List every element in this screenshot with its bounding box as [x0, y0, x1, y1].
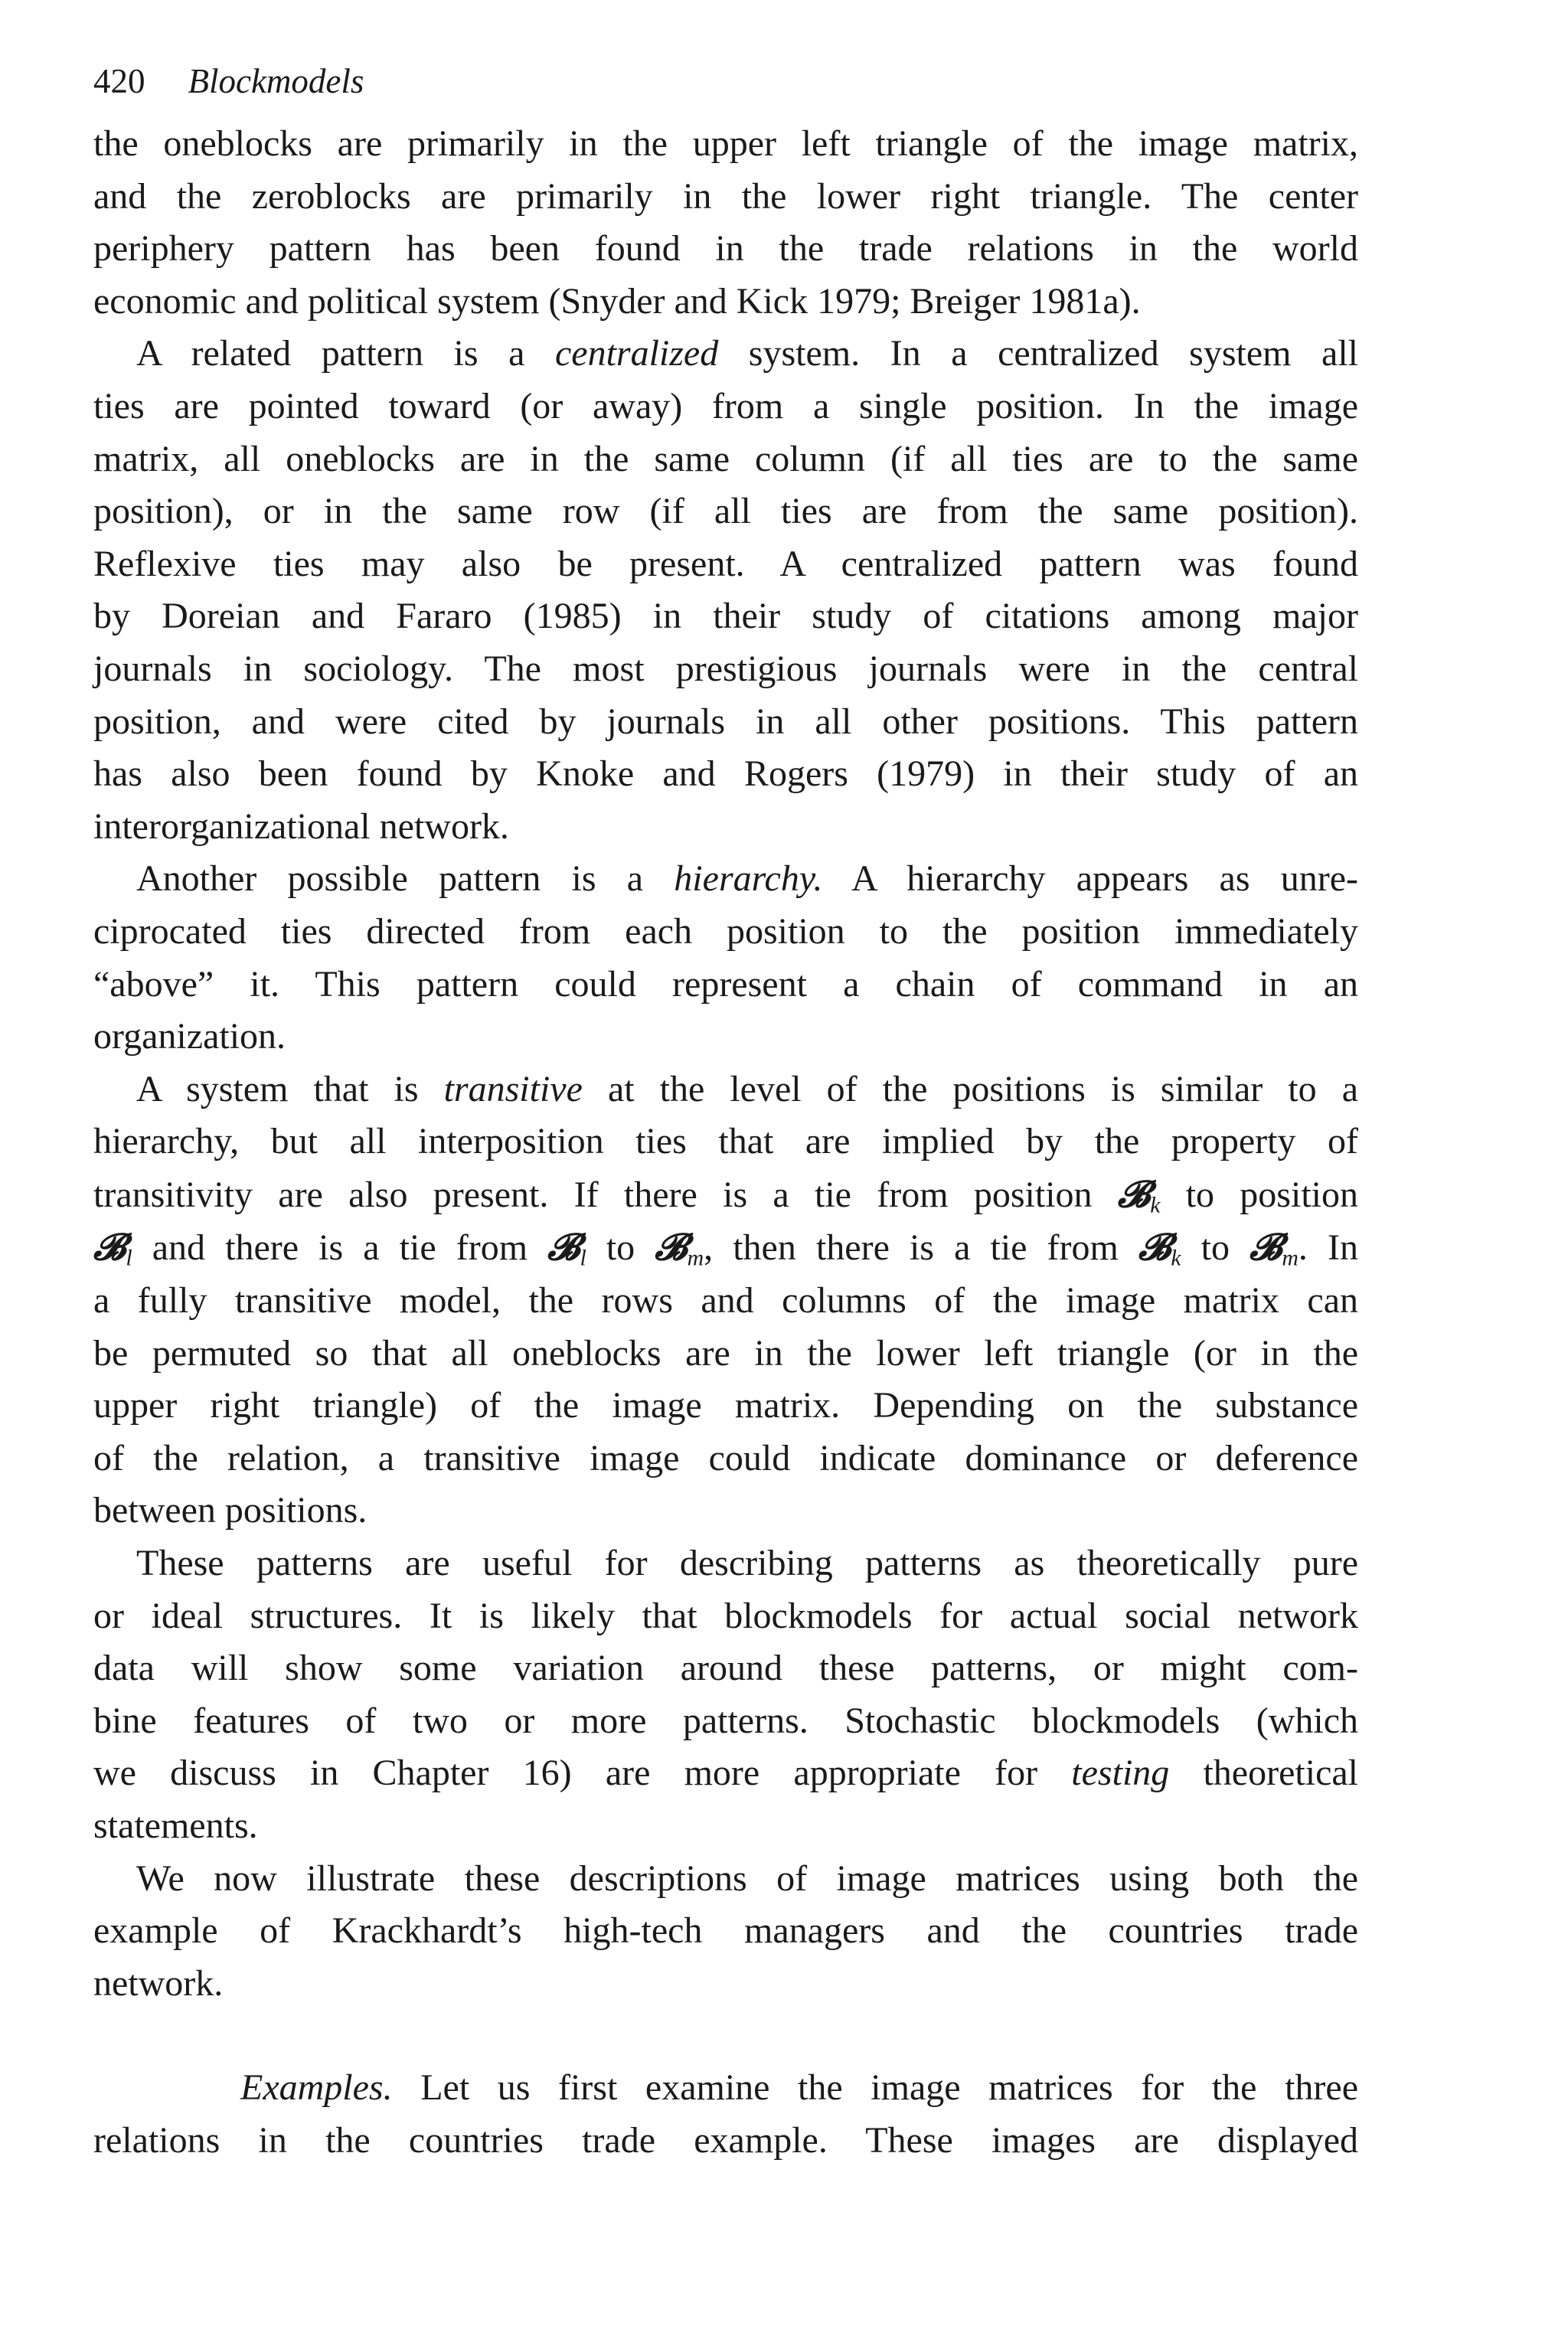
page-number: 420: [93, 62, 145, 100]
text-line: matrix, all oneblocks are in the same column (if all ties are to the same: [93, 438, 1358, 479]
text-line: of the relation, a transitive image could indicate dominance or deference: [93, 1437, 1358, 1478]
text-line: data will show some variation around these patterns, or might com-: [93, 1648, 1358, 1689]
text-line: journals in sociology. The most prestigious journals were in the central: [93, 648, 1358, 689]
position-symbol: 𝓑: [655, 1226, 688, 1269]
text-line: we discuss in Chapter 16) are more appropriate for testing theoretical: [93, 1753, 1359, 1794]
paragraph-2: [93, 328, 1358, 853]
text-line: upper right triangle) of the image matrix. Depending on the substance: [93, 1385, 1358, 1426]
paragraph-examples: [93, 2062, 1358, 2167]
run-in-heading: Examples.: [240, 2067, 393, 2109]
emphasis-term: hierarchy.: [674, 858, 823, 900]
text-line: “above” it. This pattern could represent a chain of command in an: [93, 963, 1358, 1005]
paragraph-4: [93, 1063, 1358, 1537]
position-symbol: 𝓑: [547, 1226, 580, 1269]
emphasis-term: transitive: [443, 1068, 583, 1109]
text-line: be permuted so that all oneblocks are in the lower left triangle (or in the: [93, 1332, 1358, 1374]
text-line: relations in the countries trade example. These images are displayed: [93, 2119, 1358, 2161]
text-line: A system that is transitive at the level of the positions is similar to a: [136, 1068, 1358, 1109]
text-line: position, and were cited by journals in all other positions. This pattern: [93, 701, 1358, 742]
text-line: interorganizational network.: [93, 805, 509, 847]
running-head: [93, 60, 1358, 103]
paragraph-1: [93, 118, 1358, 328]
text-line: a fully transitive model, the rows and columns of the image matrix can: [93, 1280, 1358, 1322]
position-symbol: 𝓑: [1138, 1226, 1171, 1269]
text-line: ties are pointed toward (or away) from a single position. In the image: [93, 385, 1358, 426]
paragraph-3: [93, 853, 1358, 1063]
emphasis-term: testing: [1071, 1753, 1170, 1794]
text-line: between positions.: [93, 1490, 368, 1531]
text-line: Examples. Let us first examine the image matrices for the three: [240, 2067, 1358, 2109]
text-line: or ideal structures. It is likely that blockmodels for actual social network: [93, 1595, 1358, 1636]
text-line: We now illustrate these descriptions of image matrices using both the: [136, 1857, 1358, 1899]
section-spacer: [93, 2010, 1358, 2062]
section-title: Blockmodels: [188, 62, 364, 100]
text-line: ciprocated ties directed from each position to the position immediately: [93, 910, 1358, 952]
position-symbol: 𝓑: [1250, 1226, 1282, 1269]
paragraph-5: [93, 1537, 1358, 1853]
text-line: Reflexive ties may also be present. A centralized pattern was found: [93, 543, 1358, 584]
text-line: periphery pattern has been found in the trade relations in the world: [93, 228, 1358, 270]
position-symbol: 𝓑: [93, 1226, 126, 1269]
page: [93, 60, 1358, 2168]
paragraph-6: [93, 1853, 1358, 2011]
text-line: example of Krackhardt’s high-tech managers and the countries trade: [93, 1910, 1358, 1952]
text-line: A related pattern is a centralized system. In a centralized system all: [136, 333, 1359, 374]
text-line: Another possible pattern is a hierarchy. A hierarchy appears as unre-: [136, 858, 1358, 900]
text-line: These patterns are useful for describing patterns as theoretically pure: [136, 1543, 1358, 1584]
text-line: the oneblocks are primarily in the upper left triangle of the image matrix,: [93, 123, 1358, 164]
position-symbol: 𝓑: [1117, 1172, 1151, 1216]
text-line: 𝓑$_l$ and there is a tie from 𝓑$_l$ to 𝓑$_m$, then there is a tie from 𝓑$_k$ to 𝓑$_m$. In: [93, 1226, 1358, 1271]
text-line: and the zeroblocks are primarily in the lower right triangle. The center: [93, 175, 1358, 217]
text-line: economic and political system (Snyder and Kick 1979; Breiger 1981a).: [93, 280, 1141, 322]
text-line: transitivity are also present. If there is a tie from position 𝓑$_k$ to position: [93, 1172, 1358, 1218]
text-line: position), or in the same row (if all ties are from the same position).: [93, 491, 1358, 532]
text-line: organization.: [93, 1016, 286, 1057]
emphasis-term: centralized: [554, 333, 719, 374]
text-line: network.: [93, 1962, 224, 2004]
text-line: bine features of two or more patterns. Stochastic blockmodels (which: [93, 1700, 1358, 1741]
text-line: statements.: [93, 1805, 258, 1846]
text-line: has also been found by Knoke and Rogers (1979) in their study of an: [93, 753, 1358, 795]
text-line: by Doreian and Fararo (1985) in their study of citations among major: [93, 596, 1358, 637]
text-line: hierarchy, but all interposition ties that are implied by the property of: [93, 1121, 1358, 1162]
